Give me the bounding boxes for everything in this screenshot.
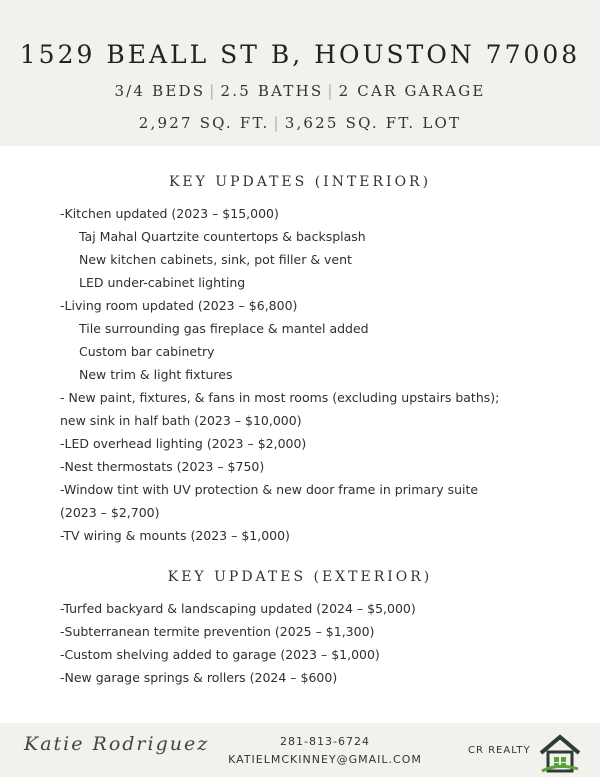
property-size [0, 114, 600, 132]
list-item: New trim & light fixtures [79, 367, 233, 382]
list-item: LED under-cabinet lighting [79, 275, 246, 290]
list-item: - New paint, fixtures, & fans in most rooms (excluding upstairs baths); [60, 390, 500, 405]
list-item: -TV wiring & mounts (2023 – $1,000) [60, 528, 290, 543]
brokerage-name: CR REALTY [468, 745, 531, 756]
property-specs [0, 82, 600, 100]
list-item: (2023 – $2,700) [60, 505, 160, 520]
separator: | [209, 82, 217, 100]
realty-logo-icon [538, 733, 582, 773]
agent-email[interactable]: KATIELMCKINNEY@GMAIL.COM [228, 753, 422, 766]
list-item: -Subterranean termite prevention (2025 – $1,300) [60, 624, 375, 639]
list-item: -Living room updated (2023 – $6,800) [60, 298, 298, 313]
list-item: New kitchen cabinets, sink, pot filler & vent [79, 252, 352, 267]
agent-signature: Katie Rodriguez [24, 733, 210, 755]
footer-bar [0, 723, 600, 777]
exterior-section-title: KEY UPDATES (EXTERIOR) [167, 569, 433, 585]
list-item: -LED overhead lighting (2023 – $2,000) [60, 436, 307, 451]
list-item: -Turfed backyard & landscaping updated (2024 – $5,000) [60, 601, 416, 616]
exterior-updates-list [60, 597, 580, 689]
sqft-value: 2,927 SQ. FT. [138, 114, 270, 132]
separator: | [327, 82, 335, 100]
list-item: -Custom shelving added to garage (2023 – $1,000) [60, 647, 380, 662]
list-item: -Nest thermostats (2023 – $750) [60, 459, 265, 474]
agent-phone[interactable]: 281-813-6724 [280, 735, 370, 748]
garage-count: 2 CAR GARAGE [338, 82, 486, 100]
header-banner [0, 0, 600, 146]
list-item: -Window tint with UV protection & new door frame in primary suite [60, 482, 479, 497]
lot-value: 3,625 SQ. FT. LOT [284, 114, 462, 132]
list-item: -New garage springs & rollers (2024 – $600) [60, 670, 338, 685]
baths-count: 2.5 BATHS [220, 82, 324, 100]
interior-updates-list [60, 202, 580, 547]
list-item: Taj Mahal Quartzite countertops & backsplash [79, 229, 366, 244]
interior-section-title: KEY UPDATES (INTERIOR) [168, 174, 432, 190]
beds-count: 3/4 BEDS [114, 82, 206, 100]
list-item: Custom bar cabinetry [79, 344, 215, 359]
list-item: new sink in half bath (2023 – $10,000) [60, 413, 302, 428]
list-item: -Kitchen updated (2023 – $15,000) [60, 206, 279, 221]
property-address: 1529 BEALL ST B, HOUSTON 77008 [19, 40, 581, 69]
separator: | [273, 114, 281, 132]
list-item: Tile surrounding gas fireplace & mantel added [79, 321, 369, 336]
